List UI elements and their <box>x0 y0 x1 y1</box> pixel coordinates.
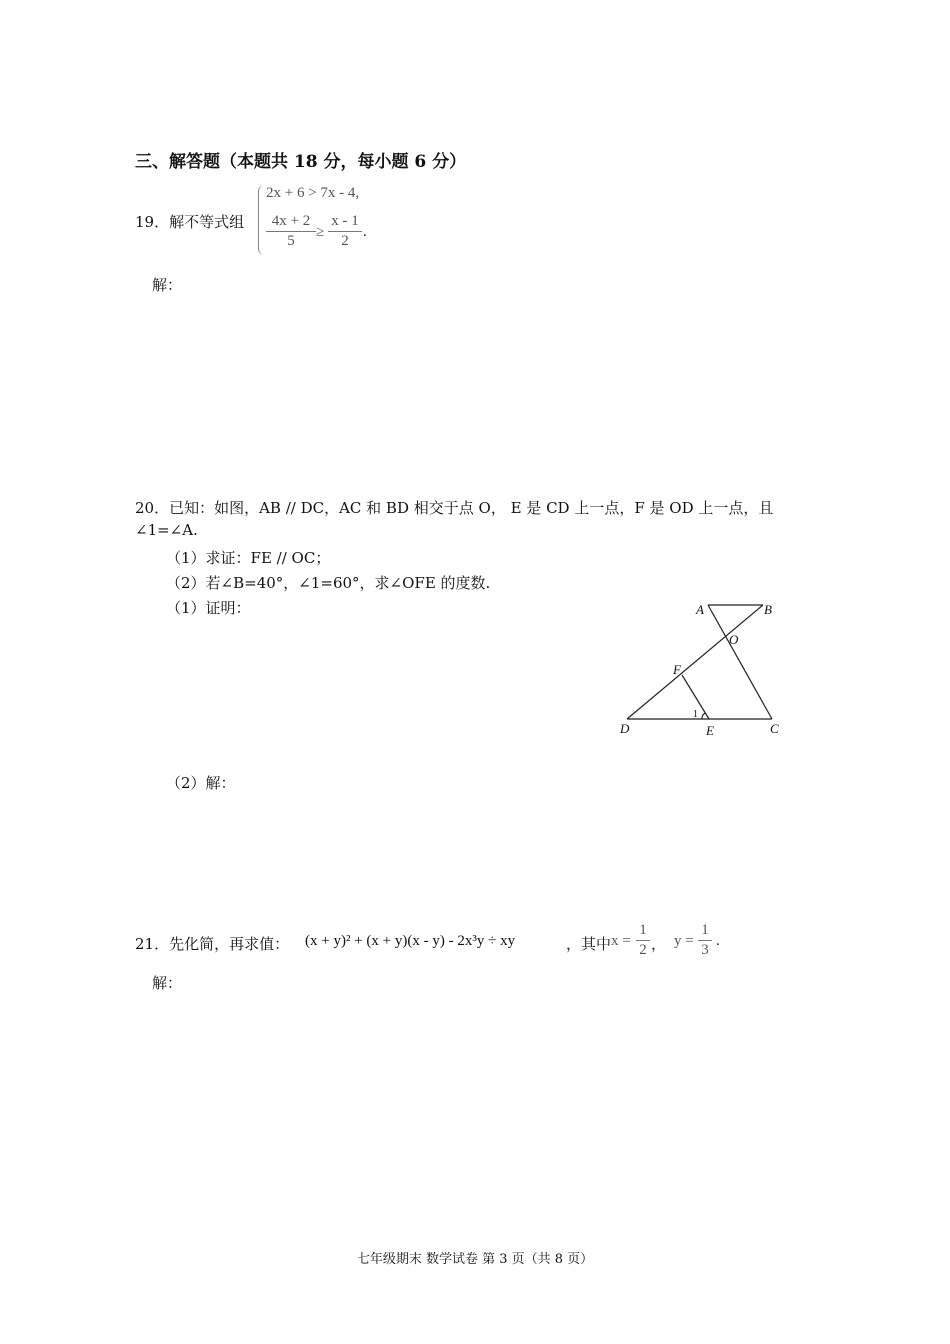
page-footer: 七年级期末 数学试卷 第 3 页（共 8 页） <box>356 1252 594 1267</box>
q21-x-equals: x = <box>611 933 631 949</box>
q19-geq-sign: ≥ <box>316 224 325 240</box>
q21-expression: (x + y)² + (x + y)(x - y) - 2x³y ÷ xy <box>305 933 516 949</box>
q19-fraction-1 <box>266 213 316 250</box>
segment-AC <box>708 605 772 719</box>
q20-part2: （2）若∠B=40°，∠1=60°，求∠OFE 的度数. <box>166 574 491 592</box>
label-F: F <box>673 662 681 677</box>
label-A: A <box>696 602 704 617</box>
q21-y-numerator: 1 <box>698 922 712 941</box>
q19-frac2-denominator: 2 <box>341 233 349 249</box>
label-D: D <box>620 721 630 736</box>
q20-line1: 20．已知：如图，AB // DC，AC 和 BD 相交于点 O， E 是 CD 上一点，F 是 OD 上一点，且 <box>135 499 774 517</box>
q19-inequality-1: 2x + 6 > 7x - 4, <box>266 185 360 201</box>
q19-frac2-numerator: x - 1 <box>328 213 362 232</box>
q19-answer-label: 解： <box>152 276 183 294</box>
q21-prefix: 21．先化简，再求值： <box>135 935 290 953</box>
label-O: O <box>729 632 739 647</box>
q21-x-numerator: 1 <box>636 922 650 941</box>
q21-where: ，其中 <box>566 935 612 953</box>
q19-period: . <box>363 224 367 240</box>
q21-y-denominator: 3 <box>701 942 709 958</box>
label-C: C <box>770 721 779 736</box>
label-angle-1: 1 <box>693 709 698 720</box>
q20-solve-label: （2）解： <box>166 774 236 792</box>
q20-line2: ∠1=∠A. <box>135 521 198 539</box>
q21-y-fraction <box>698 922 712 959</box>
q20-geometry-figure <box>600 595 800 745</box>
q21-x-denominator: 2 <box>639 942 647 958</box>
q19-prefix: 19．解不等式组 <box>135 213 245 231</box>
q19-fraction-2 <box>328 213 362 250</box>
system-brace <box>258 185 265 255</box>
segment-BD <box>627 605 763 719</box>
q20-part1: （1）求证：FE // OC； <box>166 549 331 567</box>
q21-y-equals: y = <box>674 933 694 949</box>
q21-answer-label: 解： <box>152 974 183 992</box>
q19-frac1-numerator: 4x + 2 <box>266 213 316 232</box>
label-B: B <box>764 602 772 617</box>
section-title: 三、解答题（本题共 18 分，每小题 6 分） <box>135 152 467 172</box>
angle-1-arc <box>702 713 705 719</box>
q20-proof-label: （1）证明： <box>166 599 251 617</box>
q19-inequality-system <box>258 183 388 261</box>
label-E: E <box>706 723 714 738</box>
q21-period: . <box>716 933 720 949</box>
q21-separator: ， <box>651 935 667 953</box>
q19-frac1-denominator: 5 <box>287 233 295 249</box>
q21-x-fraction <box>636 922 650 959</box>
